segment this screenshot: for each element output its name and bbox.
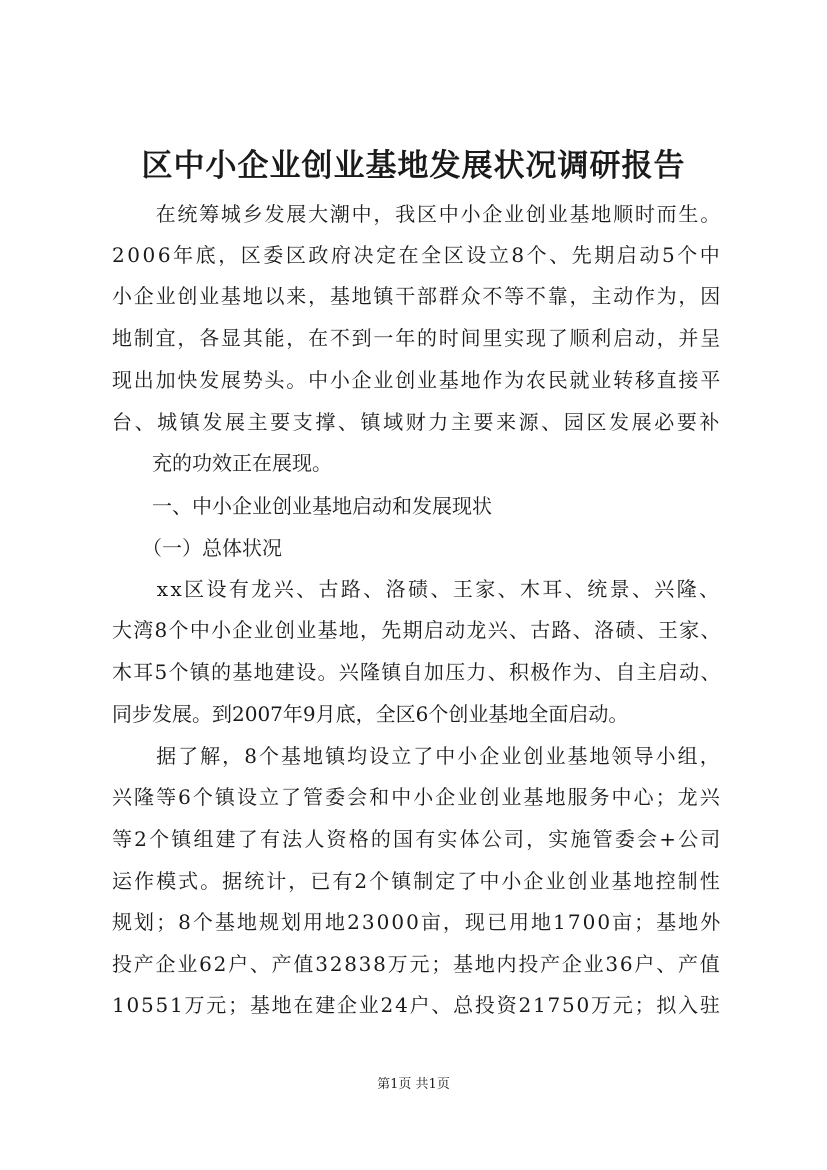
section-heading: 一、中小企业创业基地启动和发展现状 [112,494,492,518]
text-line: 2006年底，区委区政府决定在全区设立8个、先期启动5个中 [112,243,722,267]
text-line: 投产企业62户、产值32838万元；基地内投产企业36户、产值 [112,952,722,976]
text-line: 大湾8个中小企业创业基地，先期启动龙兴、古路、洛碛、王家、 [112,618,722,642]
page-title: 区中小企业创业基地发展状况调研报告 [141,148,686,184]
text-line: 等2个镇组建了有法人资格的国有实体公司，实施管委会+公司 [112,827,722,851]
text-line: 充的功效正在展现。 [112,451,332,475]
text-line: 运作模式。据统计，已有2个镇制定了中小企业创业基地控制性 [112,869,722,893]
page-number: 第1页 共1页 [377,1077,450,1092]
text-line: 规划；8个基地规划用地23000亩，现已用地1700亩；基地外 [112,910,722,934]
text-line: 地制宜，各显其能，在不到一年的时间里实现了顺利启动，并呈 [112,326,722,350]
text-line: 在统筹城乡发展大潮中，我区中小企业创业基地顺时而生。 [112,202,722,226]
text-line: xx区设有龙兴、古路、洛碛、王家、木耳、统景、兴隆、 [112,577,722,601]
text-line: 10551万元；基地在建企业24户、总投资21750万元；拟入驻 [112,993,722,1017]
text-line: 小企业创业基地以来，基地镇干部群众不等不靠，主动作为，因 [112,284,722,308]
subsection-heading: （一）总体状况 [112,536,282,560]
text-line: 台、城镇发展主要支撑、镇域财力主要来源、园区发展必要补 [112,410,722,434]
text-line: 兴隆等6个镇设立了管委会和中小企业创业基地服务中心；龙兴 [112,785,722,809]
text-line: 现出加快发展势头。中小企业创业基地作为农民就业转移直接平 [112,368,722,392]
text-line: 据了解，8个基地镇均设立了中小企业创业基地领导小组， [112,744,722,768]
text-line: 同步发展。到2007年9月底，全区6个创业基地全面启动。 [112,702,629,726]
text-line: 木耳5个镇的基地建设。兴隆镇自加压力、积极作为、自主启动、 [112,660,722,684]
